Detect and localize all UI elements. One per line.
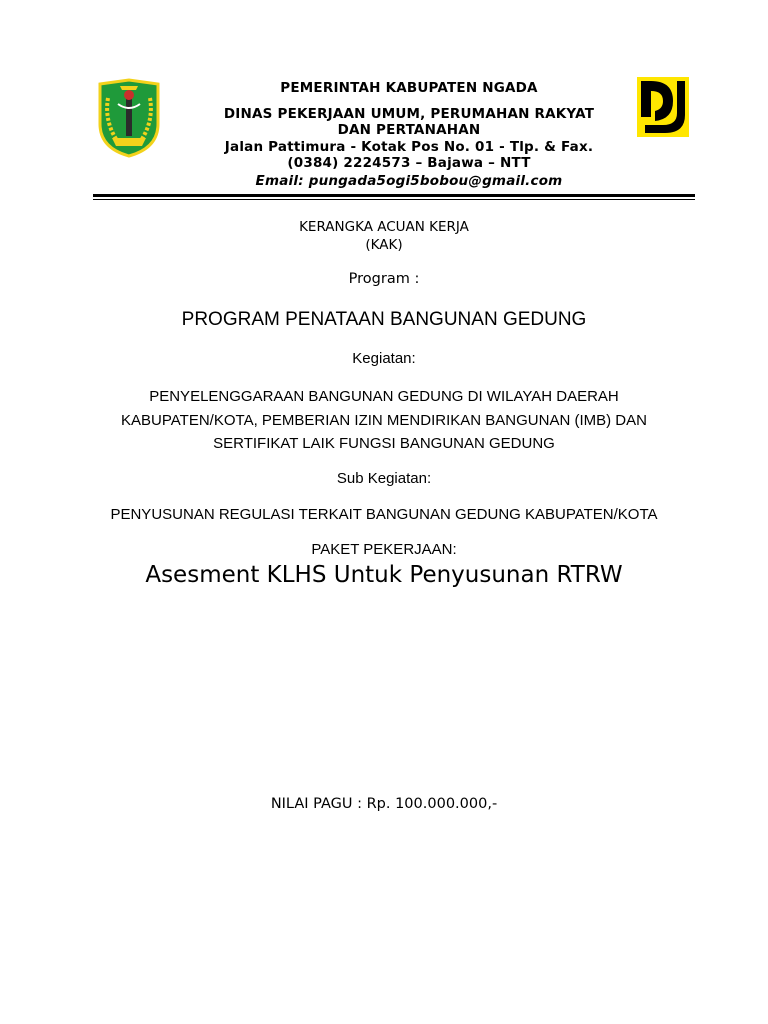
pu-ministry-logo-icon (637, 77, 689, 137)
kegiatan-line: KABUPATEN/KOTA, PEMBERIAN IZIN MENDIRIKAN BANGUNAN (IMB) DAN (121, 411, 647, 429)
nilai-pagu: NILAI PAGU : Rp. 100.000.000,- (270, 796, 498, 812)
document-title: KERANGKA ACUAN KERJA (299, 219, 469, 235)
kegiatan-text (0, 385, 768, 456)
letterhead-email: Email: pungada5ogi5bobou@gmail.com (255, 173, 563, 189)
letterhead-department-cont: DAN PERTANAHAN (337, 122, 481, 138)
ngada-regency-crest-icon (96, 78, 162, 158)
program-label: Program : (348, 271, 420, 287)
kegiatan-line: PENYELENGGARAAN BANGUNAN GEDUNG DI WILAYAH DAERAH (149, 388, 619, 405)
document-title-abbr: (KAK) (365, 237, 403, 253)
program-name: PROGRAM PENATAAN BANGUNAN GEDUNG (181, 309, 587, 330)
paket-name: Asesment KLHS Untuk Penyusunan RTRW (145, 562, 623, 588)
kegiatan-label: Kegiatan: (352, 350, 416, 367)
letterhead-rule-thin (93, 199, 695, 200)
letterhead (195, 80, 623, 192)
sub-kegiatan-label: Sub Kegiatan: (336, 470, 432, 487)
letterhead-address: Jalan Pattimura - Kotak Pos No. 01 - Tlp. & Fax. (224, 139, 594, 155)
sub-kegiatan-text: PENYUSUNAN REGULASI TERKAIT BANGUNAN GEDUNG KABUPATEN/KOTA (110, 506, 658, 523)
kegiatan-line: SERTIFIKAT LAIK FUNGSI BANGUNAN GEDUNG (213, 435, 555, 452)
letterhead-phone: (0384) 2224573 – Bajawa – NTT (287, 155, 531, 171)
paket-label: PAKET PEKERJAAN: (311, 541, 457, 558)
letterhead-rule-thick (93, 194, 695, 197)
letterhead-government: PEMERINTAH KABUPATEN NGADA (280, 80, 538, 96)
letterhead-department: DINAS PEKERJAAN UMUM, PERUMAHAN RAKYAT (223, 106, 595, 122)
